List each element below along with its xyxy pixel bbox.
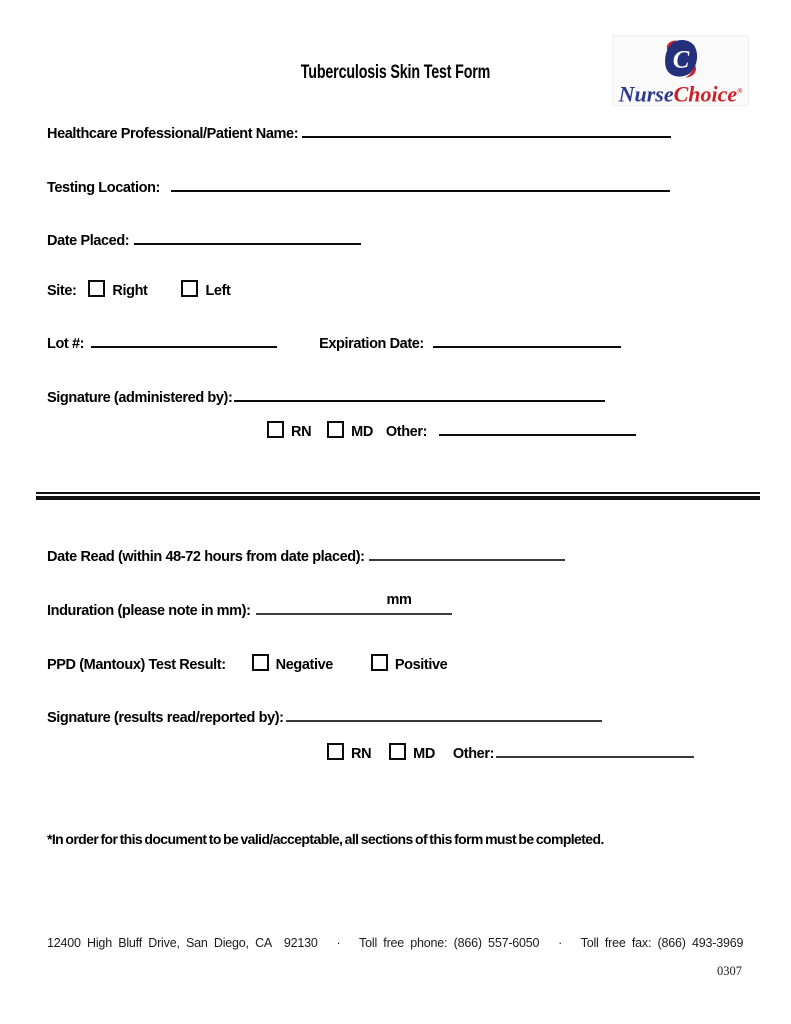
expiration-date-input-line[interactable] [433,332,621,348]
ppd-result-row [47,652,447,674]
negative-checkbox[interactable] [252,654,269,671]
date-placed-label: Date Placed: [47,233,130,249]
validity-note: *In order for this document to be valid/acceptable, all sections of this form must be completed. [47,831,604,847]
date-placed-input-line[interactable] [134,229,361,245]
rn-results-label: RN [351,746,372,762]
other-input-line[interactable] [439,420,636,436]
md-results-checkbox[interactable] [389,743,406,760]
credentials-row-administered [267,419,636,441]
site-right-label: Right [112,283,148,299]
other-label: Other: [385,424,428,440]
md-results-label: MD [413,746,435,762]
testing-location-label: Testing Location: [47,180,160,196]
site-row [47,278,230,300]
testing-location-input-line[interactable] [171,176,670,192]
negative-label: Negative [275,657,333,673]
site-left-label: Left [205,283,231,299]
form-number: 0307 [717,964,742,978]
address-line: 12400 High Bluff Drive, San Diego, CA 92130 · Toll free phone: (866) 557-6050 · Toll free fax: (866) 493-3969 [47,936,744,950]
signature-results-label: Signature (results read/reported by): [47,710,284,726]
induration-input-line[interactable] [256,592,452,615]
nursechoice-pinwheel-icon [658,38,704,80]
nursechoice-wordmark [618,81,743,107]
signature-administered-label: Signature (administered by): [47,390,233,406]
nursechoice-logo [612,35,749,106]
svg-text:C: C [672,46,689,74]
positive-label: Positive [394,657,448,673]
site-right-checkbox[interactable] [88,280,105,297]
section-divider [36,492,760,500]
logo-word-nurse: Nurse [618,81,674,107]
positive-checkbox[interactable] [371,654,388,671]
induration-unit-label: mm [386,592,412,608]
name-label: Healthcare Professional/Patient Name: [47,126,299,142]
credentials-row-results [327,741,694,763]
date-read-label: Date Read (within 48-72 hours from date placed): [47,549,365,565]
other-results-label: Other: [452,746,495,762]
ppd-result-label: PPD (Mantoux) Test Result: [47,657,226,673]
induration-row [47,592,452,620]
date-read-row [47,545,565,566]
induration-label: Induration (please note in mm): [47,603,251,619]
date-placed-row [47,229,361,250]
md-checkbox[interactable] [327,421,344,438]
other-results-input-line[interactable] [496,742,694,758]
signature-administered-input-line[interactable] [234,386,605,402]
md-label: MD [351,424,373,440]
testing-location-row [47,176,670,197]
lot-number-label: Lot #: [47,336,85,352]
rn-checkbox[interactable] [267,421,284,438]
logo-word-choice: Choice [673,81,738,107]
signature-administered-row [47,386,605,407]
signature-results-row [47,706,602,727]
lot-number-input-line[interactable] [91,332,277,348]
date-read-input-line[interactable] [369,545,565,561]
name-row [47,122,671,143]
name-input-line[interactable] [302,122,671,138]
lot-expiration-row [47,332,621,353]
signature-results-input-line[interactable] [286,706,602,722]
registered-trademark-symbol: ® [737,87,743,95]
page-title: Tuberculosis Skin Test Form [300,62,491,83]
rn-results-checkbox[interactable] [327,743,344,760]
site-label: Site: [47,283,77,299]
site-left-checkbox[interactable] [181,280,198,297]
rn-label: RN [291,424,312,440]
expiration-date-label: Expiration Date: [319,336,424,352]
